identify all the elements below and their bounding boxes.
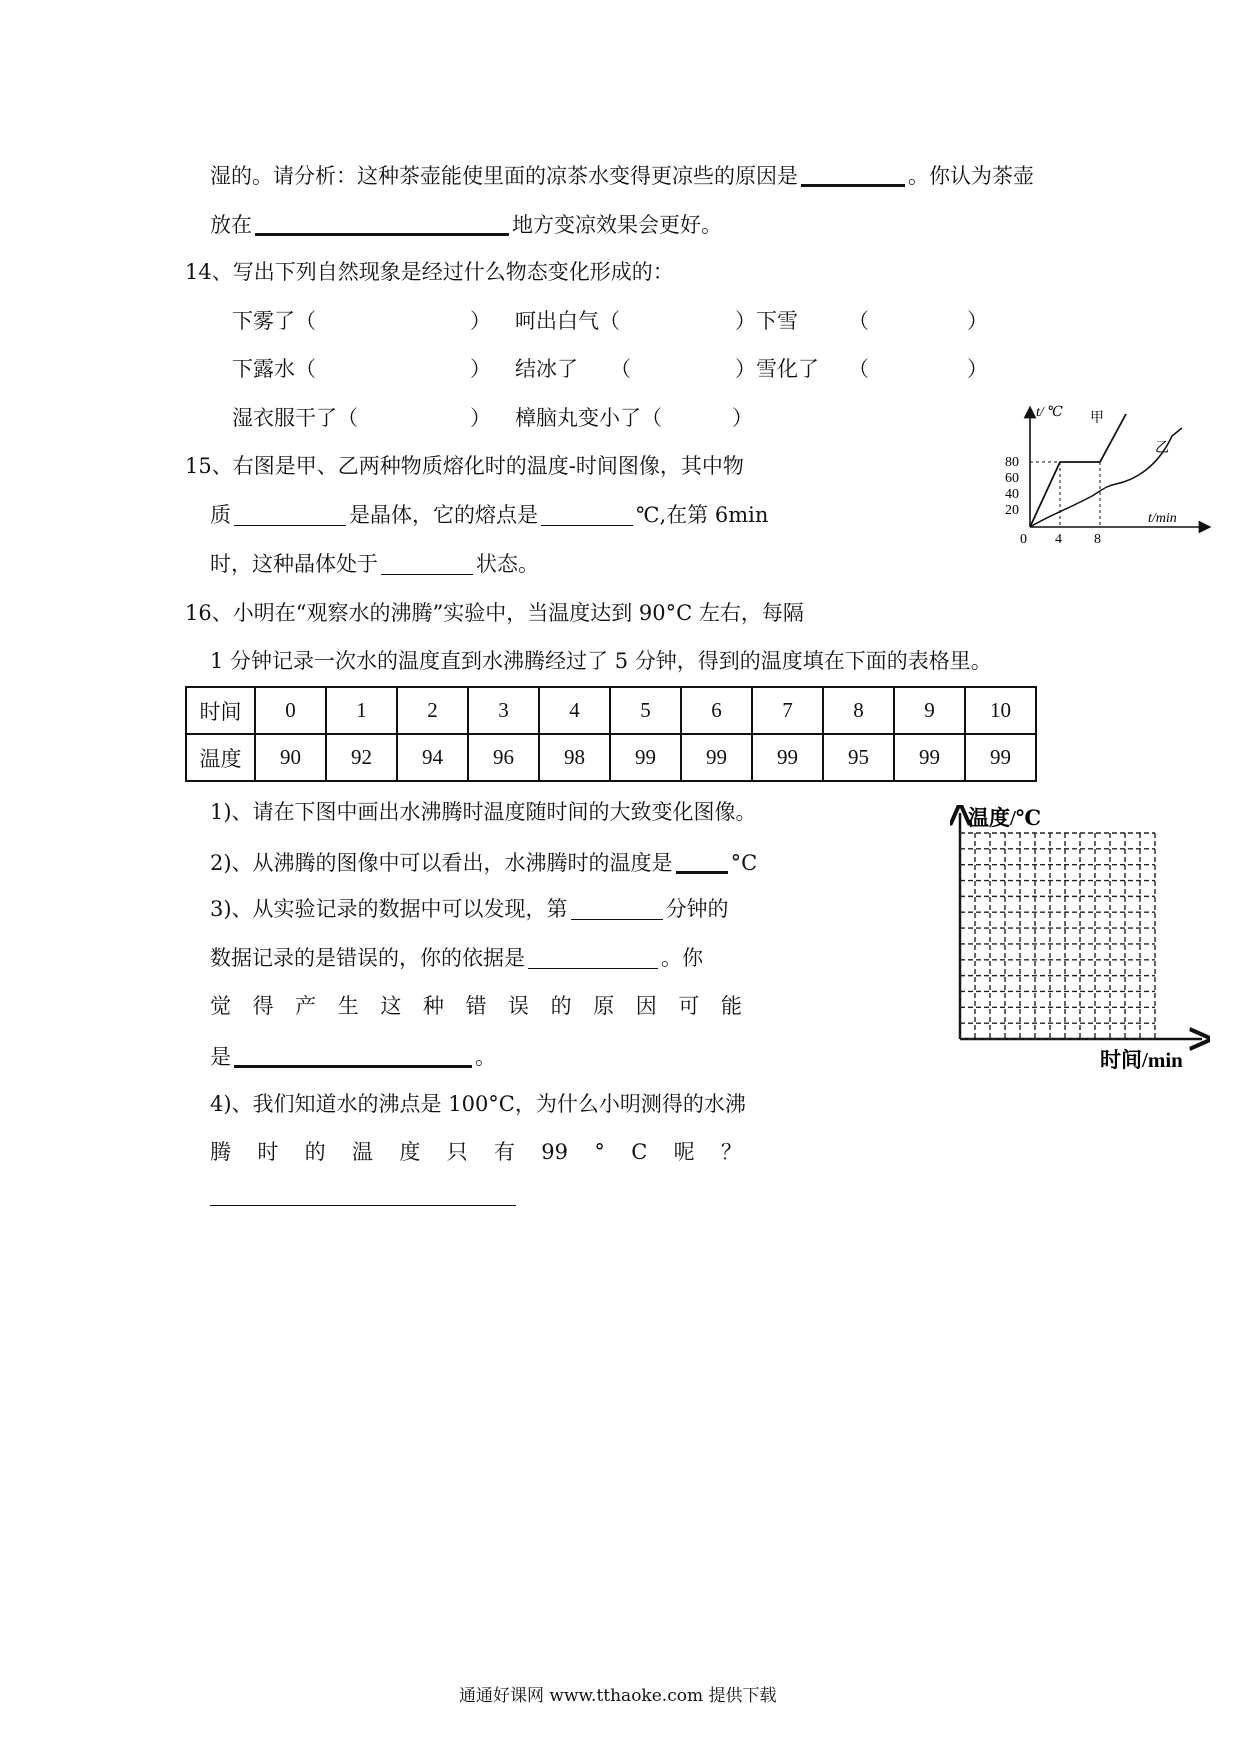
temperature-cell: 99 (752, 734, 823, 781)
time-cell: 5 (610, 687, 681, 734)
q14-row1-f: ） (967, 309, 988, 333)
time-cell: 8 (823, 687, 894, 734)
time-cell: 1 (326, 687, 397, 734)
q14-row2-e: ）雪化了 (735, 357, 819, 381)
q15-line2-c: ℃,在第 6min (636, 503, 769, 527)
temperature-cell: 95 (823, 734, 894, 781)
q14-row1-b: ） (470, 309, 491, 333)
q16-sub4-char: C (631, 1140, 648, 1164)
q14-row1-d: ）下雪 (735, 309, 798, 333)
q16-sub3-b: 分钟的 (665, 897, 729, 921)
time-cell: 6 (681, 687, 752, 734)
q14-row1-c: 呵出白气（ (515, 309, 620, 333)
q14-row2-f: （ (848, 357, 869, 381)
q16-sub3-line3 (210, 996, 742, 1017)
q14-row3-b: ） (470, 406, 491, 430)
q15-line2 (210, 505, 768, 526)
q16-sub4-char: 时 (257, 1140, 279, 1164)
melting-series-jia: 甲 (1090, 411, 1104, 426)
q16-sub4-char: 99 (541, 1140, 569, 1164)
q15-line3 (210, 554, 539, 575)
q14-row3-a: 湿衣服干了（ (232, 406, 358, 430)
q16-sub4-char: 只 (446, 1140, 468, 1164)
q14-row2-d: （ (610, 357, 631, 381)
q15-blank-state[interactable] (381, 554, 473, 575)
q16-sub3-a: 3)、从实验记录的数据中可以发现，第 (210, 897, 568, 921)
melting-x-tick-4: 4 (1055, 532, 1062, 547)
q13-line2 (210, 213, 722, 236)
q16-sub3-line1 (210, 899, 729, 920)
melting-curve-jia (1030, 414, 1126, 527)
q14-row1-e: （ (848, 309, 869, 333)
time-cell: 0 (255, 687, 326, 734)
q14-row2-g: ） (967, 357, 988, 381)
q15-line2-b: 是晶体，它的熔点是 (349, 503, 538, 527)
q16-blank-wrong-minute[interactable] (571, 899, 663, 920)
q16-sub4-char: 温 (351, 1140, 373, 1164)
temperature-cell: 99 (610, 734, 681, 781)
q16-sub4-char: 呢 (673, 1140, 695, 1164)
q16-sub3-char: 能 (720, 994, 742, 1018)
q16-answer-line[interactable] (210, 1205, 516, 1206)
temperature-cell: 98 (539, 734, 610, 781)
q16-sub3-char: 生 (337, 994, 359, 1018)
temperature-cell: 94 (397, 734, 468, 781)
q15-blank-crystal[interactable] (234, 505, 346, 526)
melting-x-label: t/min (1148, 511, 1177, 526)
q16-sub3-char: 产 (295, 994, 317, 1018)
q16-sub4-char: 度 (399, 1140, 421, 1164)
table-header-time: 时间 (186, 687, 255, 734)
table-row-temperature (186, 734, 1036, 781)
temperature-cell: 90 (255, 734, 326, 781)
q16-sub3-char: 的 (550, 994, 572, 1018)
grid-x-label: 时间/min (1100, 1048, 1183, 1072)
time-cell: 9 (894, 687, 965, 734)
q16-sub3-g: 。 (475, 1045, 496, 1069)
q16-sub3-char: 得 (252, 994, 274, 1018)
q16-sub3-char: 种 (422, 994, 444, 1018)
q16-sub3-char: 误 (508, 994, 530, 1018)
temperature-table (185, 686, 1037, 782)
q16-sub3-char: 错 (465, 994, 487, 1018)
melting-y-tick-60: 60 (1005, 471, 1019, 486)
q16-sub3-char: 可 (678, 994, 700, 1018)
q13-line1-suffix: 。你认为茶壶 (908, 164, 1034, 188)
q16-sub1: 1)、请在下图中画出水沸腾时温度随时间的大致变化图像。 (210, 800, 757, 824)
blank-graph-grid[interactable] (950, 805, 1210, 1075)
q15-line2-a: 质 (210, 503, 231, 527)
q16-sub4-char: ° (594, 1140, 605, 1164)
q16-sub4-char: 的 (304, 1140, 326, 1164)
q14-row2-c: 结冰了 (515, 357, 578, 381)
time-cell: 10 (965, 687, 1036, 734)
time-cell: 7 (752, 687, 823, 734)
q14-row2-b: ） (470, 357, 491, 381)
melting-y-tick-80: 80 (1005, 455, 1019, 470)
q14-row3-c: 樟脑丸变小了（ (515, 406, 662, 430)
q16-sub3-d: 。你 (661, 946, 703, 970)
q16-sub3-c: 数据记录的是错误的，你的依据是 (210, 946, 525, 970)
temperature-cell: 99 (894, 734, 965, 781)
q16-line1: 16、小明在“观察水的沸腾”实验中，当温度达到 90°C 左右，每隔 (185, 601, 804, 625)
melting-series-yi: 乙 (1155, 441, 1169, 456)
q13-blank-reason[interactable] (801, 164, 905, 187)
q14-row1-a: 下雾了（ (232, 309, 316, 333)
melting-y-tick-20: 20 (1005, 503, 1019, 518)
q13-blank-place[interactable] (255, 213, 509, 236)
q16-sub3-char: 这 (380, 994, 402, 1018)
q16-blank-boiling-temp[interactable] (676, 851, 728, 874)
q16-sub2 (210, 851, 757, 874)
table-row-time (186, 687, 1036, 734)
time-cell: 3 (468, 687, 539, 734)
q15-line3-a: 时，这种晶体处于 (210, 552, 378, 576)
q16-sub3-f: 是 (210, 1045, 231, 1069)
table-header-temperature: 温度 (186, 734, 255, 781)
grid-y-label: 温度/℃ (968, 806, 1041, 830)
q15-line3-b: 状态。 (476, 552, 539, 576)
q13-line1 (210, 164, 1034, 187)
q16-sub4-line1: 4)、我们知道水的沸点是 100°C，为什么小明测得的水沸 (210, 1092, 746, 1116)
q16-sub4-char: ？ (720, 1140, 742, 1164)
q14-row3-d: ） (732, 406, 753, 430)
q16-sub2-a: 2)、从沸腾的图像中可以看出，水沸腾时的温度是 (210, 851, 673, 875)
q16-blank-basis[interactable] (528, 948, 658, 969)
q16-sub2-b: °C (730, 851, 758, 875)
q16-sub3-char: 原 (593, 994, 615, 1018)
q15-blank-melting-point[interactable] (541, 505, 633, 526)
q16-sub4-char: 腾 (210, 1140, 231, 1164)
melting-y-tick-40: 40 (1005, 487, 1019, 502)
footer-text: 通通好课网 www.tthaoke.com 提供下载 (459, 1686, 777, 1706)
time-cell: 4 (539, 687, 610, 734)
time-cell: 2 (397, 687, 468, 734)
temperature-cell: 99 (681, 734, 752, 781)
temperature-cell: 99 (965, 734, 1036, 781)
temperature-cell: 92 (326, 734, 397, 781)
q13-line1-prefix: 湿的。请分析：这种茶壶能使里面的凉茶水变得更凉些的原因是 (210, 164, 798, 188)
melting-y-label: t/ ℃ (1036, 405, 1063, 420)
q16-sub3-line4 (210, 1045, 496, 1068)
q16-sub4-line2 (210, 1142, 742, 1163)
temperature-cell: 96 (468, 734, 539, 781)
q16-blank-cause[interactable] (234, 1045, 472, 1068)
melting-x-tick-0: 0 (1020, 532, 1027, 547)
q16-sub3-line2 (210, 948, 703, 969)
melting-graph (1000, 400, 1215, 550)
q16-sub3-char: 觉 (210, 994, 231, 1018)
q16-sub3-char: 因 (635, 994, 657, 1018)
q14-row2-a: 下露水（ (232, 357, 316, 381)
melting-x-tick-8: 8 (1094, 532, 1101, 547)
q13-line2-prefix: 放在 (210, 213, 252, 237)
q13-line2-suffix: 地方变凉效果会更好。 (512, 213, 722, 237)
q16-line2: 1 分钟记录一次水的温度直到水沸腾经过了 5 分钟，得到的温度填在下面的表格里。 (210, 649, 992, 673)
q14-title: 14、写出下列自然现象是经过什么物态变化形成的： (185, 260, 674, 284)
q16-sub4-char: 有 (493, 1140, 515, 1164)
q15-line1: 15、右图是甲、乙两种物质熔化时的温度-时间图像，其中物 (185, 454, 744, 478)
